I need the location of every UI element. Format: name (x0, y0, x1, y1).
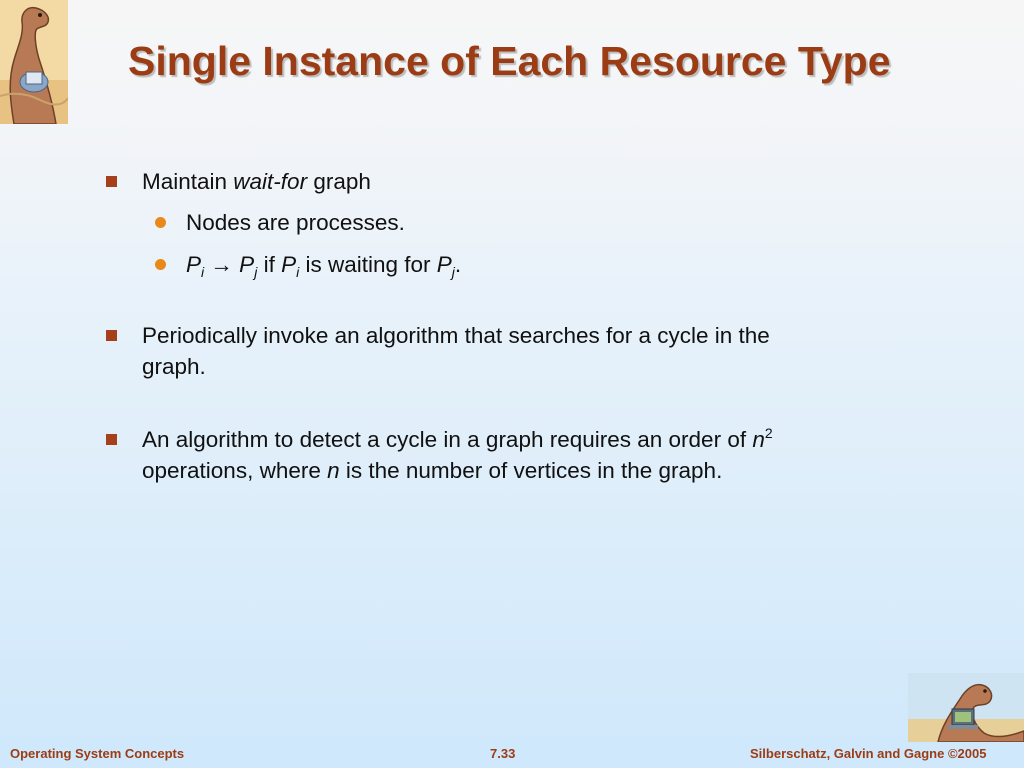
slide-title: Single Instance of Each Resource Type (128, 38, 891, 84)
bullet-complexity: An algorithm to detect a cycle in a graph requires an order of $n^2$ operations, where n is the number of vertices in the graph. (142, 425, 773, 483)
footer-course-title: Operating System Concepts (10, 746, 185, 761)
square-bullet-icon (106, 434, 117, 445)
dinosaur-computer-logo-icon (908, 673, 1024, 742)
bullet-periodic-invoke: Periodically invoke an algorithm that searches for a cycle in the graph. (142, 323, 770, 379)
footer-slide-number: 7.33 (490, 746, 516, 761)
square-bullet-icon (106, 176, 117, 187)
arrow-icon: → (210, 252, 233, 277)
sub-bullet-edge: $P_i \to P_j$ if $P_i$ is waiting for $P_j$. (186, 252, 462, 280)
sub-bullet-nodes: Nodes are processes. (186, 210, 405, 235)
round-bullet-icon (155, 217, 166, 228)
bullet-wait-for: Maintain wait-for graph (142, 169, 371, 194)
round-bullet-icon (155, 259, 166, 270)
footer-copyright: Silberschatz, Galvin and Gagne ©2005 (750, 746, 987, 761)
square-bullet-icon (106, 330, 117, 341)
